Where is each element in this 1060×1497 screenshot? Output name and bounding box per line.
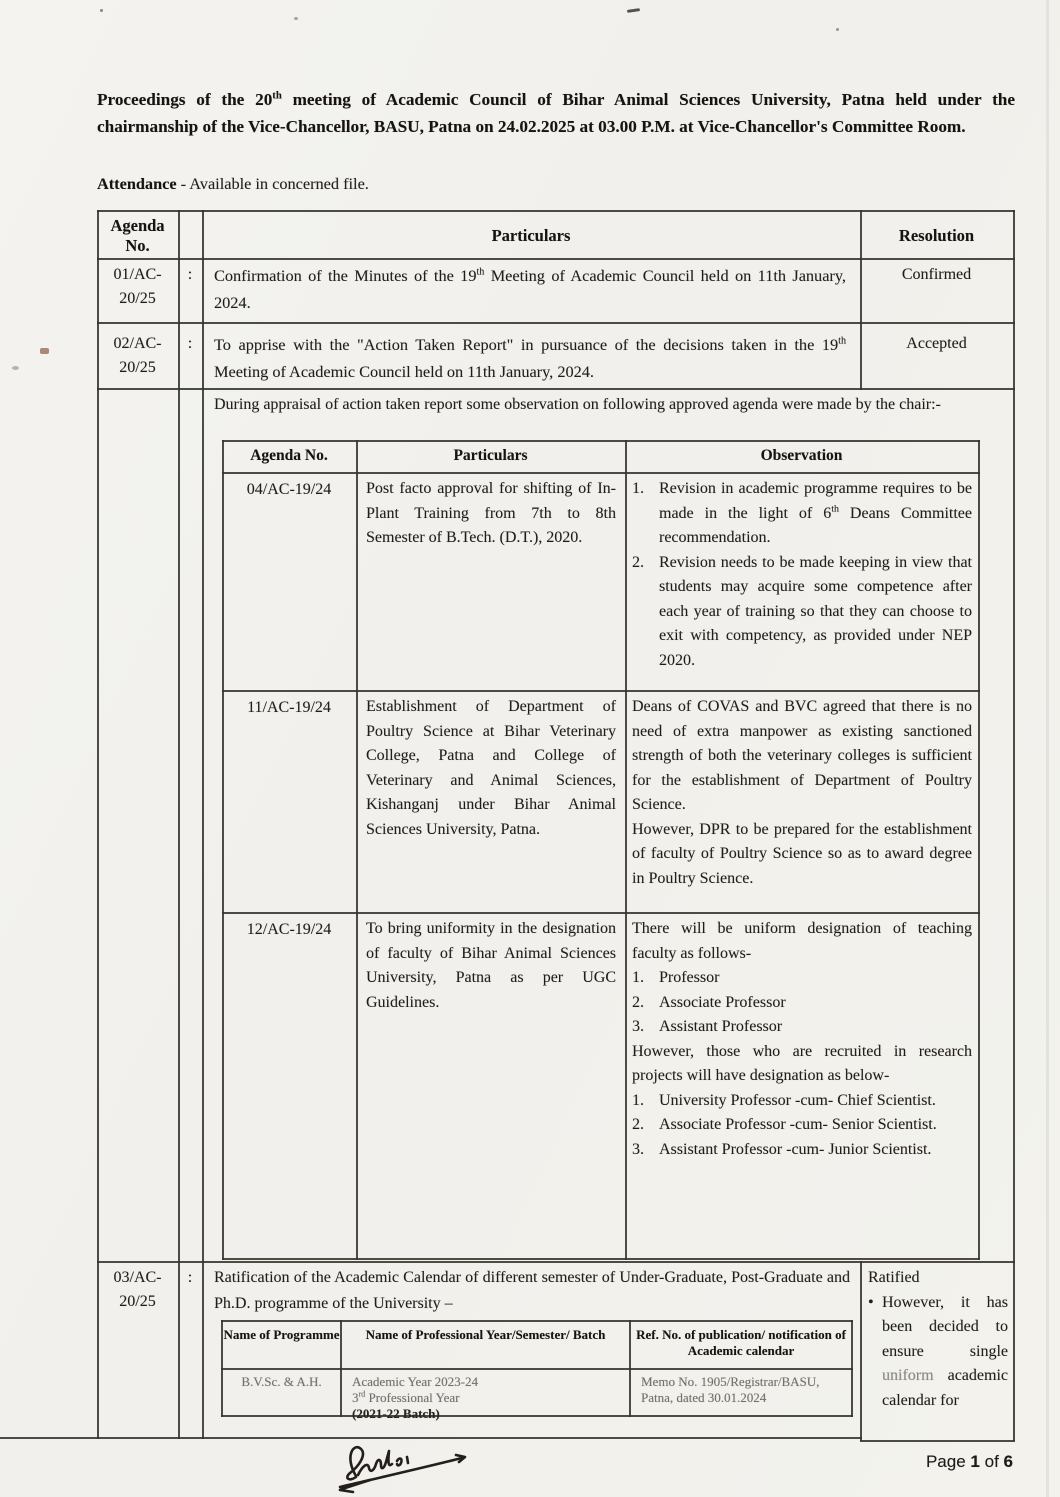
table-border xyxy=(978,440,980,1260)
obs-agenda-cell: 04/AC-19/24 xyxy=(246,481,332,498)
total-pages: 6 xyxy=(1003,1452,1013,1471)
table-border xyxy=(97,1261,1015,1263)
obs-header-particulars: Particulars xyxy=(453,447,528,464)
cal-ref-line: Memo No. 1905/Registrar/BASU, xyxy=(641,1374,820,1389)
list-item: Revision in academic programme requires to be made in the light of 6th Deans Committee recommendation. xyxy=(659,480,972,546)
cal-header-year: Name of Professional Year/Semester/ Batch xyxy=(365,1327,606,1342)
scan-speck xyxy=(294,17,298,20)
attendance-line xyxy=(97,170,1015,197)
obs-agenda-cell: 12/AC-19/24 xyxy=(246,921,332,938)
table-border xyxy=(0,1437,862,1439)
table-border xyxy=(860,1440,1015,1442)
particulars-cell: To apprise with the "Action Taken Report" in pursuance of the decisions taken in the 19th Meeting of Academic Council held on 11th January, 2024. xyxy=(214,335,846,381)
scan-speck xyxy=(40,348,49,354)
list-number: 2. xyxy=(632,993,644,1011)
obs-observation-cell xyxy=(632,917,972,1162)
cal-year-cell xyxy=(352,1374,617,1422)
table-border xyxy=(97,210,1015,212)
table-border xyxy=(1013,210,1015,1441)
col-header-resolution: Resolution xyxy=(898,226,975,245)
list-number: 1. xyxy=(632,480,644,497)
table-border xyxy=(178,210,180,1439)
page-number: 1 xyxy=(970,1452,980,1471)
appraisal-intro: During appraisal of action taken report some observation on following approved agenda were made by the chair:- xyxy=(214,396,941,413)
list-item: Associate Professor -cum- Senior Scientist. xyxy=(659,1116,937,1133)
agenda-no-cell: 01/AC-20/25 xyxy=(113,266,162,307)
scan-speck xyxy=(12,366,19,370)
cal-header-programme: Name of Programme xyxy=(223,1327,340,1342)
table-border xyxy=(222,912,980,914)
table-border xyxy=(97,322,1015,324)
table-border xyxy=(222,1258,980,1260)
resolution-cell: Confirmed xyxy=(901,266,972,283)
attendance-text: - Available in concerned file. xyxy=(176,174,369,193)
obs-middle: However, those who are recruited in research projects will have designation as below- xyxy=(632,1042,972,1084)
list-item: Assistant Professor -cum- Junior Scientist. xyxy=(659,1140,932,1158)
colon-cell: : xyxy=(187,1269,193,1286)
obs-paragraph: Deans of COVAS and BVC agreed that there is no need of extra manpower as existing sanctioned strength of both the veterinary colleges is sufficient for the establishment of Department of Poultry Science. xyxy=(632,698,972,813)
table-border xyxy=(202,210,204,1439)
cal-year-line: (2021-22 Batch) xyxy=(352,1406,440,1421)
particulars-cell: Ratification of the Academic Calendar of different semester of Under-Graduate, Post-Graduate and Ph.D. programme of the University – xyxy=(214,1269,850,1312)
page-edge-shadow xyxy=(1046,0,1049,1497)
obs-particulars-cell: Post facto approval for shifting of In-Plant Training from 7th to 8th Semester of B.Tech. (D.T.), 2020. xyxy=(366,480,616,546)
of-label: of xyxy=(984,1452,999,1471)
resolution-note-part: academic calendar for xyxy=(882,1367,1008,1409)
resolution-cell: Accepted xyxy=(906,335,967,352)
list-item: Associate Professor xyxy=(659,993,786,1011)
bullet: • xyxy=(868,1293,874,1311)
scan-speck xyxy=(100,9,103,12)
list-number: 1. xyxy=(632,1091,644,1109)
list-number: 3. xyxy=(632,1018,644,1035)
cal-ref-cell xyxy=(641,1374,847,1406)
cal-year-line: 3rd Professional Year xyxy=(352,1389,460,1405)
table-border xyxy=(860,1261,862,1441)
obs-particulars-cell: Establishment of Department of Poultry Science at Bihar Veterinary College, Patna and College of Veterinary and Animal Sciences, Kishanganj under Bihar Animal Sciences University, Patna. xyxy=(366,698,616,838)
obs-particulars-cell: To bring uniformity in the designation of faculty of Bihar Animal Sciences University, Patna as per UGC Guidelines. xyxy=(366,920,616,1011)
obs-header-observation: Observation xyxy=(760,447,843,464)
list-item: Professor xyxy=(659,969,720,986)
page-number-footer xyxy=(860,1452,1013,1472)
colon-cell: : xyxy=(187,335,193,352)
page-label: Page xyxy=(925,1452,966,1471)
obs-intro: There will be uniform designation of teaching faculty as follows- xyxy=(632,920,972,962)
cal-programme-cell: B.V.Sc. & A.H. xyxy=(241,1374,322,1389)
colon-cell: : xyxy=(187,266,193,283)
scan-speck xyxy=(836,28,839,31)
scan-speck xyxy=(627,8,640,13)
table-border xyxy=(222,440,224,1260)
list-item: University Professor -cum- Chief Scientist. xyxy=(659,1091,936,1109)
table-border xyxy=(97,258,1015,260)
list-item: Assistant Professor xyxy=(659,1018,783,1035)
table-border xyxy=(222,440,980,442)
obs-header-agenda-no: Agenda No. xyxy=(250,447,328,464)
document-title: Proceedings of the 20th meeting of Academic Council of Bihar Animal Sciences University, Patna held under the chairmanship of the Vice-Chancellor, BASU, Patna on 24.02.2025 at 03.00 P.M. at Vice-Chancellor's Committee Room. xyxy=(97,90,1015,136)
cal-ref-line: Patna, dated 30.01.2024 xyxy=(641,1390,767,1405)
obs-observation-cell xyxy=(632,695,972,891)
obs-observation-cell xyxy=(632,477,972,673)
particulars-cell: Confirmation of the Minutes of the 19th Meeting of Academic Council held on 11th January, 2024. xyxy=(214,266,847,312)
list-number: 3. xyxy=(632,1140,644,1158)
obs-paragraph: However, DPR to be prepared for the establishment of faculty of Poultry Science so as to award degree in Poultry Science. xyxy=(632,820,972,887)
table-border xyxy=(625,440,627,1260)
table-border xyxy=(221,1320,853,1322)
resolution-cell xyxy=(868,1266,1008,1413)
resolution-note xyxy=(882,1291,1008,1414)
table-border xyxy=(97,210,99,1439)
resolution-status: Ratified xyxy=(868,1269,920,1286)
list-number: 2. xyxy=(632,553,644,571)
list-item: Revision needs to be made keeping in view that students may acquire some competence after each year of training so that they can choose to exit with competency, as provided under NEP 2020. xyxy=(659,553,972,669)
cal-year-line: Academic Year 2023-24 xyxy=(352,1374,478,1389)
table-border xyxy=(221,1368,853,1370)
table-border xyxy=(222,690,980,692)
list-number: 2. xyxy=(632,1116,644,1133)
list-number: 1. xyxy=(632,969,644,986)
resolution-note-faded: uniform xyxy=(882,1367,934,1384)
table-border xyxy=(222,472,980,474)
signature-scribble xyxy=(334,1440,484,1494)
table-border xyxy=(97,388,1015,390)
attendance-label: Attendance xyxy=(97,174,177,193)
obs-agenda-cell: 11/AC-19/24 xyxy=(247,699,331,716)
cal-header-ref: Ref. No. of publication/ notification of Academic calendar xyxy=(636,1327,846,1358)
col-header-particulars: Particulars xyxy=(491,226,571,245)
col-header-agenda-no: Agenda No. xyxy=(110,216,165,255)
agenda-no-cell: 03/AC-20/25 xyxy=(113,1269,162,1310)
table-border xyxy=(356,440,358,1260)
resolution-note-part: However, it has been decided to ensure single xyxy=(882,1293,1008,1360)
agenda-no-cell: 02/AC-20/25 xyxy=(113,335,162,376)
